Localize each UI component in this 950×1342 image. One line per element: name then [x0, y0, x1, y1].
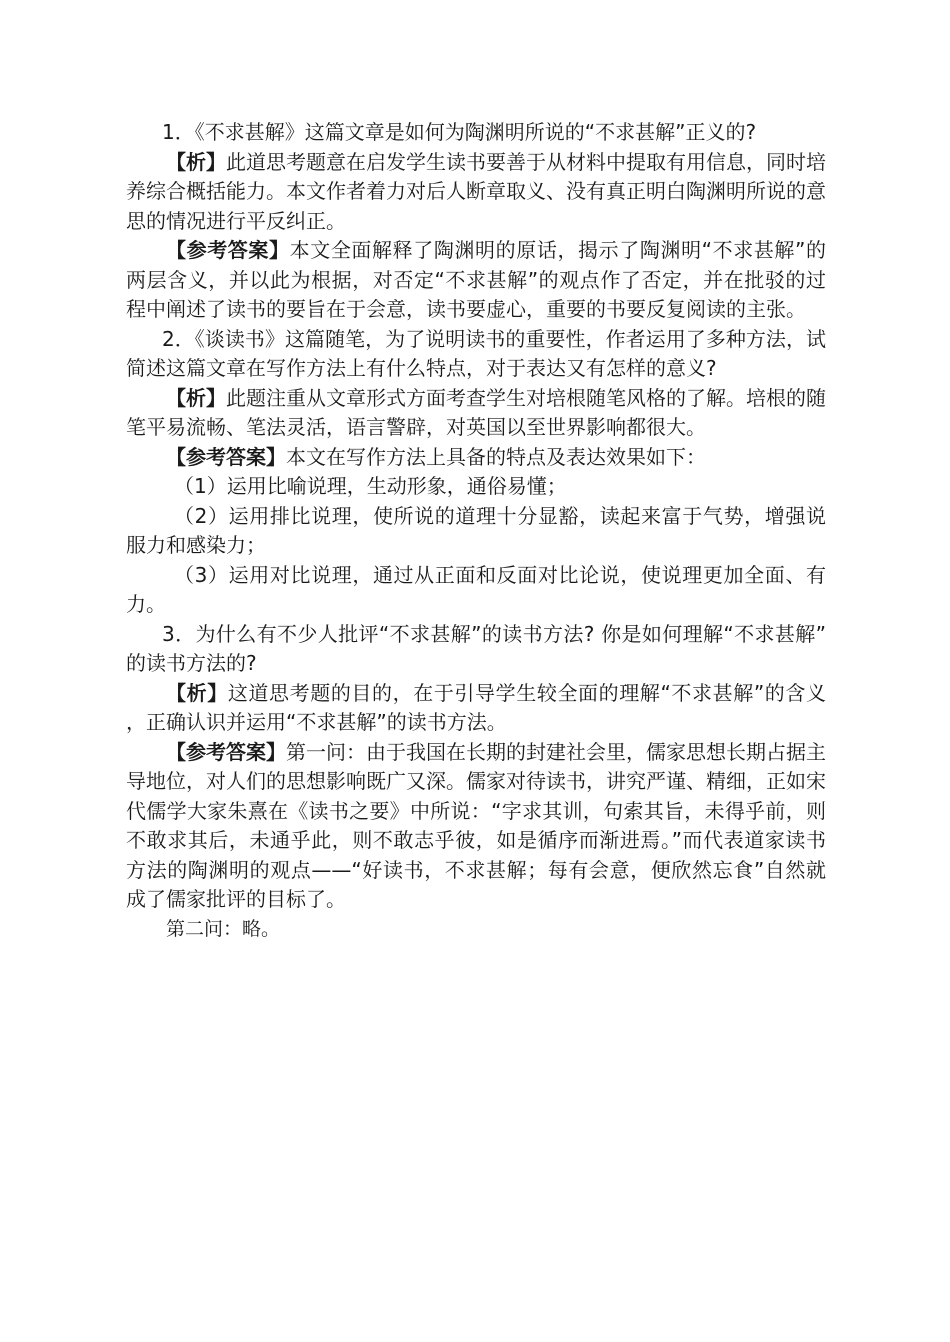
question-2-analysis: [126, 384, 826, 443]
question-1-analysis: [126, 148, 826, 237]
answer-tag: 【参考答案】: [166, 739, 286, 764]
answer-item: （2）运用排比说理，使所说的道理十分显豁，读起来富于气势，增强说服力和感染力；: [126, 503, 826, 557]
analysis-tag: 【析】: [166, 385, 226, 410]
answer-item: （3）运用对比说理，通过从正面和反面对比论说，使说理更加全面、有力。: [126, 562, 826, 616]
question-3: 3．为什么有不少人批评“不求甚解”的读书方法? 你是如何理解“不求甚解”的读书方法的?: [126, 621, 826, 675]
question-1: 1．《不求甚解》这篇文章是如何为陶渊明所说的“不求甚解”正义的?: [162, 120, 757, 144]
question-1-answer: [126, 236, 826, 325]
analysis-text: 此道思考题意在启发学生读书要善于从材料中提取有用信息，同时培养综合概括能力。本文作者着力对后人断章取义、没有真正明白陶渊明所说的意思的情况进行平反纠正。: [126, 149, 826, 233]
answer-item: （1）运用比喻说理，生动形象，通俗易懂；: [174, 474, 567, 498]
answer-tag: 【参考答案】: [166, 444, 286, 469]
answer-text: 第一问：由于我国在长期的封建社会里，儒家思想长期占据主导地位，对人们的思想影响既广又深。儒家对待读书，讲究严谨、精细，正如宋代儒学大家朱熹在《读书之要》中所说：“字求其训，句索其旨，未得乎前，则不敢求其后，未通乎此，则不敢志乎彼，如是循序而渐进焉。”而代表道家读书方法的陶渊明的观点——“好读书，不求甚解；每有会意，便欣然忘食”自然就成了儒家批评的目标了。: [126, 739, 826, 911]
question-3-analysis: [126, 679, 826, 738]
analysis-tag: 【析】: [166, 680, 228, 705]
document-page: [126, 118, 826, 944]
answer-text: 本文全面解释了陶渊明的原话，揭示了陶渊明“不求甚解”的两层含义，并以此为根据，对否定“不求甚解”的观点作了否定，并在批驳的过程中阐述了读书的要旨在于会意，读书要虚心，重要的书要反复阅读的主张。: [126, 238, 827, 321]
question-2-answer: [126, 443, 826, 473]
analysis-text: 这道思考题的目的，在于引导学生较全面的理解“不求甚解”的含义，正确认识并运用“不求甚解”的读书方法。: [126, 680, 826, 734]
answer-text: 本文在写作方法上具备的特点及表达效果如下：: [286, 444, 706, 469]
analysis-text: 此题注重从文章形式方面考查学生对培根随笔风格的了解。培根的随笔平易流畅、笔法灵活，语言警辟，对英国以至世界影响都很大。: [126, 385, 826, 439]
analysis-tag: 【析】: [166, 149, 226, 174]
question-3-answer: [126, 738, 826, 915]
question-2: 2．《谈读书》这篇随笔，为了说明读书的重要性，作者运用了多种方法，试简述这篇文章在写作方法上有什么特点，对于表达又有怎样的意义?: [126, 326, 826, 380]
question-3-second-answer: 第二问：略。: [166, 917, 281, 940]
answer-tag: 【参考答案】: [166, 238, 290, 262]
